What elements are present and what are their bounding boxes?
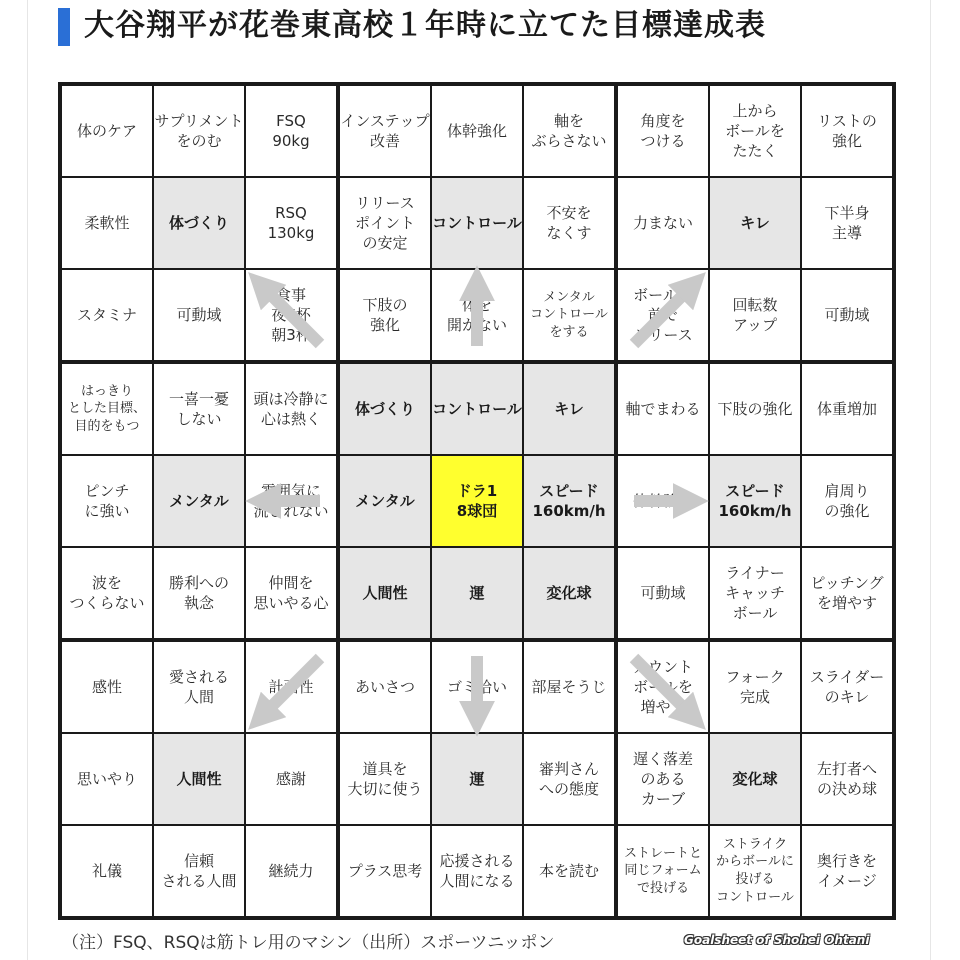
- grid-cell-r3-c9: 可動域: [802, 270, 892, 360]
- credit-watermark: Goalsheet of Shohei Ohtani: [684, 933, 870, 947]
- grid-cell-r1-c3: FSQ 90kg: [246, 86, 336, 176]
- grid-cell-r7-c7: カウント ボールを 増やす: [618, 642, 708, 732]
- grid-cell-r1-c7: 角度を つける: [618, 86, 708, 176]
- grid-cell-r3-c1: スタミナ: [62, 270, 152, 360]
- grid-cell-r7-c6: 部屋そうじ: [524, 642, 614, 732]
- grid-cell-r1-c9: リストの 強化: [802, 86, 892, 176]
- grid-cell-r7-c3: 計画性: [246, 642, 336, 732]
- grid-cell-r6-c4: 人間性: [340, 548, 430, 638]
- grid-cell-r9-c9: 奥行きを イメージ: [802, 826, 892, 916]
- grid-cell-r1-c5: 体幹強化: [432, 86, 522, 176]
- grid-cell-r1-c8: 上から ボールを たたく: [710, 86, 800, 176]
- grid-cell-r3-c6: メンタル コントロール をする: [524, 270, 614, 360]
- grid-cell-r2-c3: RSQ 130kg: [246, 178, 336, 268]
- grid-cell-r5-c8: スピード 160km/h: [710, 456, 800, 546]
- grid-cell-r7-c4: あいさつ: [340, 642, 430, 732]
- grid-cell-r9-c7: ストレートと 同じフォーム で投げる: [618, 826, 708, 916]
- grid-cell-r1-c4: インステップ 改善: [340, 86, 430, 176]
- grid-cell-r5-c1: ピンチ に強い: [62, 456, 152, 546]
- grid-cell-r8-c8: 変化球: [710, 734, 800, 824]
- grid-cell-r1-c1: 体のケア: [62, 86, 152, 176]
- grid-cell-r6-c7: 可動域: [618, 548, 708, 638]
- grid-cell-r9-c2: 信頼 される人間: [154, 826, 244, 916]
- grid-cell-r5-c7: 体幹強化: [618, 456, 708, 546]
- grid-cell-r8-c4: 道具を 大切に使う: [340, 734, 430, 824]
- grid-cell-r9-c5: 応援される 人間になる: [432, 826, 522, 916]
- grid-cell-r4-c2: 一喜一憂 しない: [154, 364, 244, 454]
- grid-cell-r5-c9: 肩周り の強化: [802, 456, 892, 546]
- grid-cell-r9-c1: 礼儀: [62, 826, 152, 916]
- grid-cell-r4-c5: コントロール: [432, 364, 522, 454]
- grid-cell-r1-c2: サプリメント をのむ: [154, 86, 244, 176]
- grid-cell-r4-c6: キレ: [524, 364, 614, 454]
- grid-cell-r4-c4: 体づくり: [340, 364, 430, 454]
- page-title: 大谷翔平が花巻東高校１年時に立てた目標達成表: [84, 8, 766, 43]
- grid-cell-r5-c4: メンタル: [340, 456, 430, 546]
- grid-cell-r3-c7: ボールを 前で リリース: [618, 270, 708, 360]
- grid-cell-r2-c9: 下半身 主導: [802, 178, 892, 268]
- grid-cell-r8-c3: 感謝: [246, 734, 336, 824]
- grid-cell-r2-c5: コントロール: [432, 178, 522, 268]
- grid-cell-r9-c3: 継続力: [246, 826, 336, 916]
- grid-cell-r9-c4: プラス思考: [340, 826, 430, 916]
- grid-cell-r6-c3: 仲間を 思いやる心: [246, 548, 336, 638]
- title-accent-bar: [58, 8, 70, 46]
- grid-cell-r9-c8: ストライク からボールに 投げる コントロール: [710, 826, 800, 916]
- grid-cell-r6-c2: 勝利への 執念: [154, 548, 244, 638]
- grid-cell-r5-c3: 雰囲気に 流されない: [246, 456, 336, 546]
- grid-cell-r8-c9: 左打者へ の決め球: [802, 734, 892, 824]
- grid-cell-r8-c2: 人間性: [154, 734, 244, 824]
- grid-cell-r2-c2: 体づくり: [154, 178, 244, 268]
- grid-cell-r7-c5: ゴミ拾い: [432, 642, 522, 732]
- grid-cell-r6-c8: ライナー キャッチ ボール: [710, 548, 800, 638]
- grid-cell-r2-c1: 柔軟性: [62, 178, 152, 268]
- grid-cell-r8-c6: 審判さん への態度: [524, 734, 614, 824]
- grid-cell-r7-c8: フォーク 完成: [710, 642, 800, 732]
- footer-note: （注）FSQ、RSQは筋トレ用のマシン（出所）スポーツニッポン: [62, 933, 555, 953]
- grid-cell-r5-c2: メンタル: [154, 456, 244, 546]
- grid-cell-r3-c8: 回転数 アップ: [710, 270, 800, 360]
- grid-cell-r3-c3: 食事 夜7杯 朝3杯: [246, 270, 336, 360]
- grid-cell-r3-c4: 下肢の 強化: [340, 270, 430, 360]
- grid-cell-r6-c5: 運: [432, 548, 522, 638]
- grid-cell-r6-c1: 波を つくらない: [62, 548, 152, 638]
- grid-cell-r7-c9: スライダー のキレ: [802, 642, 892, 732]
- grid-cell-r5-c5: ドラ1 8球団: [432, 456, 522, 546]
- grid-cell-r8-c5: 運: [432, 734, 522, 824]
- grid-cell-r4-c9: 体重増加: [802, 364, 892, 454]
- grid-cell-r2-c8: キレ: [710, 178, 800, 268]
- grid-cell-r4-c8: 下肢の強化: [710, 364, 800, 454]
- mandala-chart-grid: [58, 82, 896, 920]
- grid-cell-r4-c3: 頭は冷静に 心は熱く: [246, 364, 336, 454]
- grid-cell-r9-c6: 本を読む: [524, 826, 614, 916]
- grid-cell-r2-c6: 不安を なくす: [524, 178, 614, 268]
- grid-cell-r3-c2: 可動域: [154, 270, 244, 360]
- grid-cell-r6-c6: 変化球: [524, 548, 614, 638]
- grid-cell-r1-c6: 軸を ぶらさない: [524, 86, 614, 176]
- grid-cell-r7-c2: 愛される 人間: [154, 642, 244, 732]
- grid-cell-r3-c5: 体を 開かない: [432, 270, 522, 360]
- grid-cell-r2-c7: 力まない: [618, 178, 708, 268]
- grid-cell-r6-c9: ピッチング を増やす: [802, 548, 892, 638]
- grid-cell-r2-c4: リリース ポイント の安定: [340, 178, 430, 268]
- grid-cell-r7-c1: 感性: [62, 642, 152, 732]
- grid-cell-r8-c1: 思いやり: [62, 734, 152, 824]
- grid-cell-r4-c7: 軸でまわる: [618, 364, 708, 454]
- grid-cell-r8-c7: 遅く落差 のある カーブ: [618, 734, 708, 824]
- grid-cell-r5-c6: スピード 160km/h: [524, 456, 614, 546]
- grid-cell-r4-c1: はっきり とした目標、 目的をもつ: [62, 364, 152, 454]
